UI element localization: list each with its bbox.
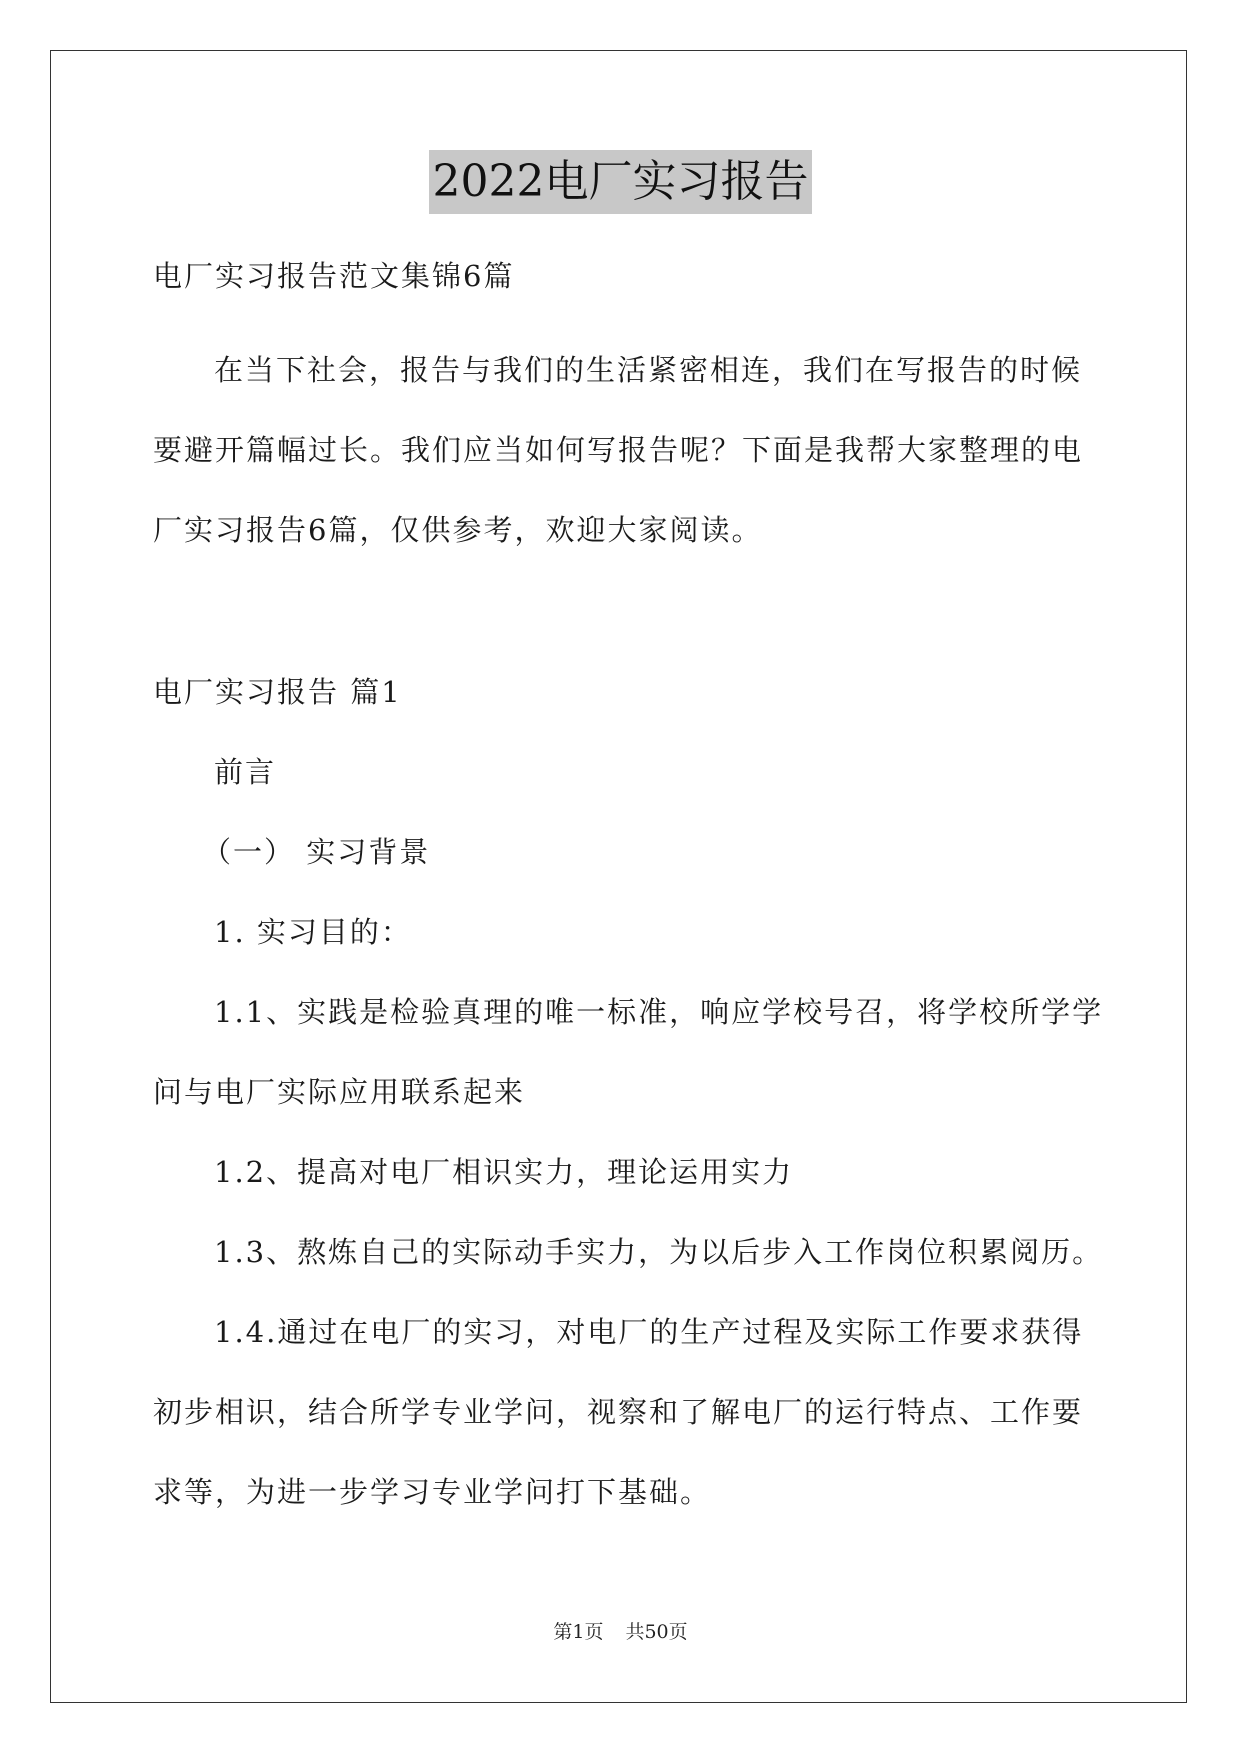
intro-line-2: 要避开篇幅过长。我们应当如何写报告呢？下面是我帮大家整理的电 bbox=[153, 433, 1084, 467]
page-border bbox=[50, 50, 1187, 1703]
document-title: 2022电厂实习报告 bbox=[429, 150, 813, 214]
page-footer bbox=[0, 1620, 1241, 1644]
purpose-heading: 1. 实习目的： bbox=[214, 915, 412, 949]
title-container bbox=[0, 150, 1241, 214]
item-1-1-line-2: 问与电厂实际应用联系起来 bbox=[153, 1075, 526, 1109]
page-total: 共50页 bbox=[625, 1621, 688, 1643]
document-subtitle: 电厂实习报告范文集锦6篇 bbox=[153, 259, 515, 293]
preface-heading: 前言 bbox=[214, 755, 277, 789]
intro-line-1: 在当下社会，报告与我们的生活紧密相连，我们在写报告的时候 bbox=[214, 353, 1083, 387]
item-1-1-line-1: 1.1、实践是检验真理的唯一标准，响应学校号召，将学校所学学 bbox=[214, 995, 1104, 1029]
section-heading: 电厂实习报告 篇1 bbox=[153, 675, 402, 709]
item-1-4-line-1: 1.4.通过在电厂的实习，对电厂的生产过程及实际工作要求获得 bbox=[214, 1315, 1084, 1349]
page-number: 第1页 bbox=[553, 1621, 604, 1643]
item-1-2: 1.2、提高对电厂相识实力，理论运用实力 bbox=[214, 1155, 794, 1189]
item-1-4-line-3: 求等，为进一步学习专业学问打下基础。 bbox=[153, 1475, 712, 1509]
background-heading: （一） 实习背景 bbox=[202, 835, 431, 869]
intro-line-3: 厂实习报告6篇，仅供参考，欢迎大家阅读。 bbox=[153, 513, 763, 547]
item-1-4-line-2: 初步相识，结合所学专业学问，视察和了解电厂的运行特点、工作要 bbox=[153, 1395, 1084, 1429]
item-1-3: 1.3、熬炼自己的实际动手实力，为以后步入工作岗位积累阅历。 bbox=[214, 1235, 1104, 1269]
